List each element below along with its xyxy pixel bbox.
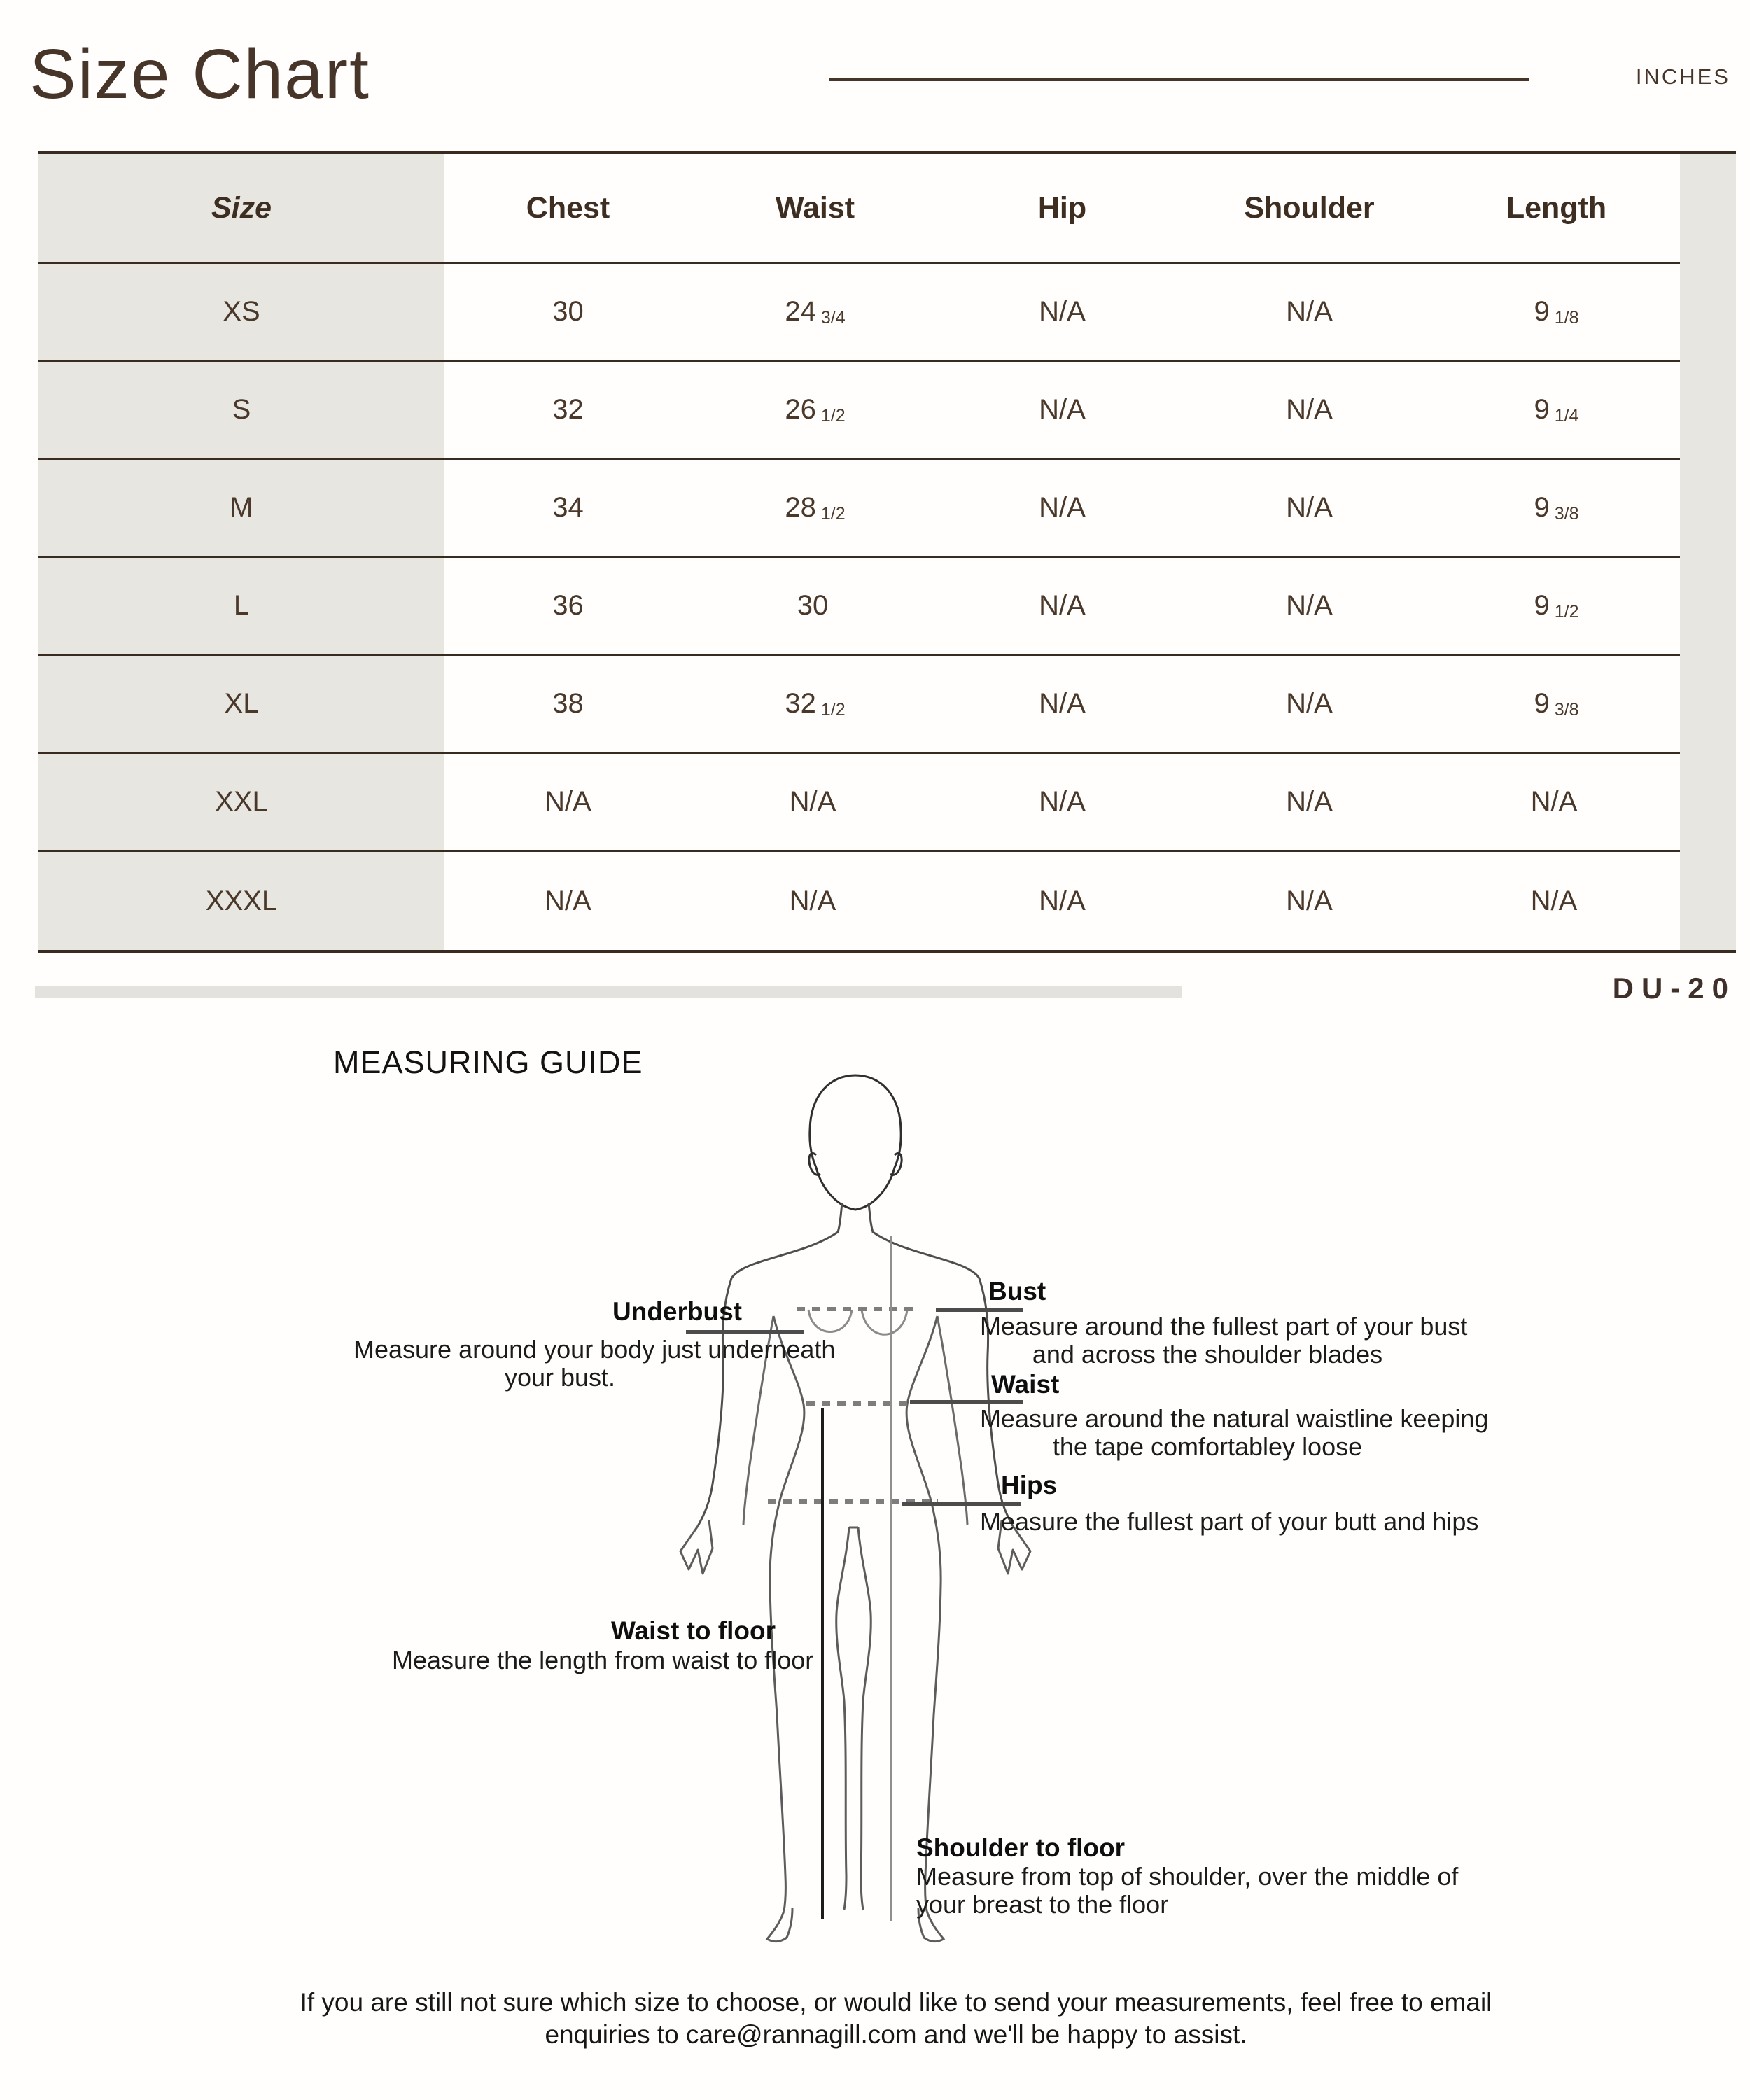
waist-value: 28 1/2 — [785, 492, 846, 524]
bust-label: Bust — [988, 1277, 1046, 1306]
length-fraction: 1/4 — [1554, 406, 1579, 426]
figure-left-foot — [767, 1908, 792, 1942]
shoulder-value: N/A — [1286, 394, 1333, 425]
table-row-xxxl — [38, 852, 1736, 950]
table-right-strip — [1680, 154, 1736, 264]
divider-bar — [35, 986, 1182, 997]
table-header-row — [38, 154, 1736, 264]
table-right-strip — [1680, 754, 1736, 852]
size-label: XXXL — [38, 852, 444, 950]
hips-description: Measure the fullest part of your butt and hips — [980, 1507, 1479, 1536]
shoulder-value: N/A — [1286, 296, 1333, 327]
waist-value: N/A — [789, 885, 836, 916]
figure-right-inner-arm — [937, 1316, 967, 1525]
shoulder-value: N/A — [1286, 688, 1333, 719]
hip-value: N/A — [1039, 688, 1086, 719]
length-value: N/A — [1530, 786, 1578, 817]
table-row-xl — [38, 656, 1736, 754]
waist-fraction: 1/2 — [820, 504, 846, 524]
table-right-strip — [1680, 656, 1736, 754]
length-fraction: 3/8 — [1554, 700, 1579, 720]
shoulder-to-floor-annotation: Shoulder to floor Measure from top of shoulder, over the middle of your breast to the floor — [916, 1833, 1459, 1919]
hip-value: N/A — [1039, 885, 1086, 916]
footer-line-2: enquiries to care@rannagill.com and we'll be happy to assist. — [545, 2020, 1247, 2049]
hip-value: N/A — [1039, 492, 1086, 523]
figure-left-hand — [680, 1520, 713, 1574]
title-rule-line — [830, 78, 1530, 81]
footer-note — [21, 1987, 1750, 2051]
length-value: 9 1/4 — [1534, 394, 1579, 426]
col-header-size: Size — [38, 154, 444, 262]
underbust-description: Measure around your body just underneath your bust. — [354, 1335, 836, 1392]
hips-label: Hips — [1001, 1471, 1058, 1499]
waist-fraction: 1/2 — [820, 700, 846, 720]
col-header-shoulder: Shoulder — [1244, 190, 1375, 225]
chest-value: 32 — [552, 394, 584, 425]
waist-to-floor-label: Waist to floor — [611, 1616, 776, 1645]
shoulder-value: N/A — [1286, 885, 1333, 916]
waist-to-floor-description: Measure the length from waist to floor — [392, 1646, 814, 1674]
footer-line-1: If you are still not sure which size to choose, or would like to send your measurements, feel free to email — [300, 1988, 1492, 2017]
figure-head — [810, 1075, 901, 1210]
waist-value: N/A — [789, 786, 836, 817]
chest-value: N/A — [545, 786, 592, 817]
length-value: 9 1/8 — [1534, 296, 1579, 328]
underbust-label: Underbust — [612, 1297, 742, 1326]
col-header-waist: Waist — [775, 190, 855, 225]
table-right-strip — [1680, 264, 1736, 362]
length-value: 9 1/2 — [1534, 590, 1579, 622]
chest-value: N/A — [545, 885, 592, 916]
figure-inner-legs — [836, 1527, 872, 1910]
length-value: 9 3/8 — [1534, 688, 1579, 720]
waist-value: 32 1/2 — [785, 688, 846, 720]
shoulder-to-floor-label: Shoulder to floor — [916, 1833, 1126, 1862]
length-value: N/A — [1530, 885, 1578, 916]
shoulder-value: N/A — [1286, 590, 1333, 621]
length-fraction: 1/2 — [1554, 602, 1579, 622]
figure-right-torso-leg — [906, 1316, 941, 1911]
chest-value: 30 — [552, 296, 584, 327]
col-header-chest: Chest — [526, 190, 610, 225]
waist-description: Measure around the natural waistline keeping the tape comfortabley loose — [980, 1404, 1489, 1461]
size-label: XL — [38, 656, 444, 752]
hip-value: N/A — [1039, 786, 1086, 817]
hip-value: N/A — [1039, 296, 1086, 327]
unit-label: INCHES — [1635, 64, 1730, 89]
measuring-guide-title: MEASURING GUIDE — [333, 1044, 643, 1080]
product-code: DU-20 — [1612, 972, 1736, 1004]
table-row-m — [38, 460, 1736, 558]
page-title: Size Chart — [29, 35, 370, 113]
chest-value: 38 — [552, 688, 584, 719]
table-row-s — [38, 362, 1736, 460]
table-right-strip — [1680, 460, 1736, 558]
table-right-strip — [1680, 558, 1736, 656]
size-label: S — [38, 362, 444, 458]
size-label: XS — [38, 264, 444, 360]
shoulder-value: N/A — [1286, 786, 1333, 817]
size-label: M — [38, 460, 444, 556]
length-fraction: 3/8 — [1554, 504, 1579, 524]
size-label: L — [38, 558, 444, 654]
waist-fraction: 1/2 — [820, 406, 846, 426]
waist-label: Waist — [991, 1370, 1060, 1399]
waist-fraction: 3/4 — [820, 308, 846, 328]
length-fraction: 1/8 — [1554, 308, 1579, 328]
size-chart-table — [38, 150, 1736, 953]
shoulder-value: N/A — [1286, 492, 1333, 523]
hip-value: N/A — [1039, 394, 1086, 425]
table-right-strip — [1680, 852, 1736, 950]
waist-value: 30 — [797, 590, 829, 621]
table-row-xxl — [38, 754, 1736, 852]
waist-value: 26 1/2 — [785, 394, 846, 426]
table-row-l — [38, 558, 1736, 656]
figure-left-torso-leg — [770, 1316, 804, 1911]
chest-value: 36 — [552, 590, 584, 621]
bust-description: Measure around the fullest part of your bust and across the shoulder blades — [980, 1312, 1468, 1368]
size-label: XXL — [38, 754, 444, 850]
length-value: 9 3/8 — [1534, 492, 1579, 524]
col-header-hip: Hip — [1037, 190, 1087, 225]
figure-bust-curves — [808, 1310, 907, 1334]
hip-value: N/A — [1039, 590, 1086, 621]
col-header-length: Length — [1506, 190, 1607, 225]
table-row-xs — [38, 264, 1736, 362]
chest-value: 34 — [552, 492, 584, 523]
table-right-strip — [1680, 362, 1736, 460]
waist-value: 24 3/4 — [785, 296, 846, 328]
